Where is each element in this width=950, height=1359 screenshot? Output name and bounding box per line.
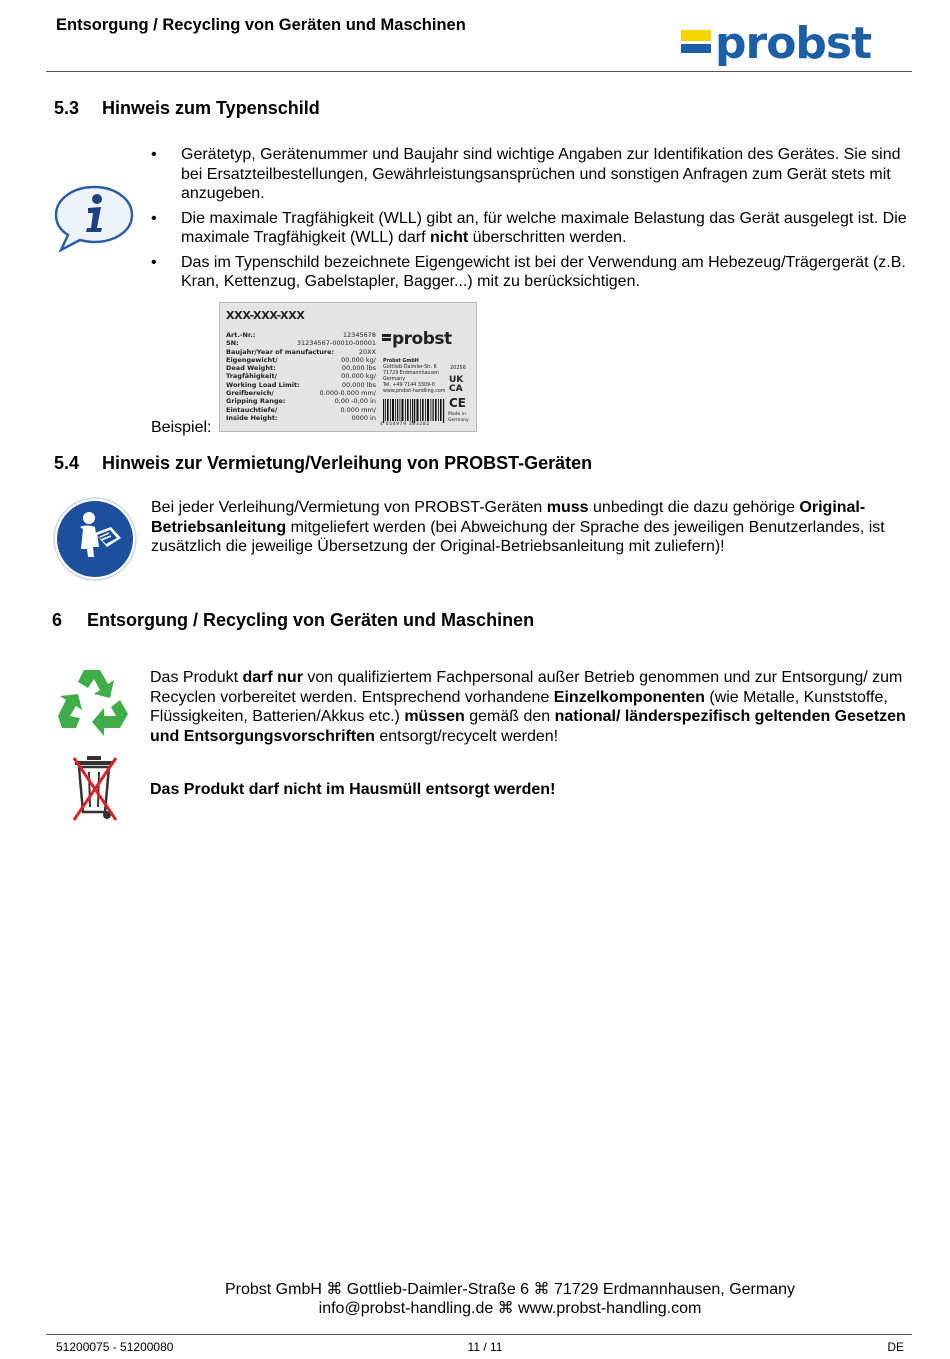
made-in-label: Made in Germany xyxy=(448,412,469,423)
footer-address: Probst GmbH ⌘ Gottlieb-Daimler-Straße 6 ⌘ 71729 Erdmannhausen, Germany xyxy=(224,1281,795,1298)
barcode-icon xyxy=(383,399,445,423)
section-6-text: Das Produkt darf nur von qualifiziertem Fachpersonal außer Betrieb genommen und zur Entsorgung/ zum Recyclen vorbereitet werden. Entsprechend vorhandene Einzelkomponenten (wie Metalle, Kunststoffe, Flüssigkeiten, Batterien/Akkus etc.) müssen gemäß den national/ länderspezifisch geltenden Gesetzen und Entsorgungsvorschriften entsorgt/recycelt werden! xyxy=(150,669,906,745)
logo-text: probst xyxy=(715,20,872,66)
info-icon xyxy=(53,184,135,257)
header-rule xyxy=(46,71,912,72)
plate-row: Baujahr/Year of manufacture: 20XX xyxy=(226,347,376,356)
section-title: Hinweis zum Typenschild xyxy=(102,98,320,118)
section-number: 5.3 xyxy=(54,98,80,118)
plate-part-number: XXX-XXX-XXX xyxy=(226,309,305,322)
logo-blue-bar xyxy=(681,44,711,53)
read-manual-icon xyxy=(53,497,137,586)
bullet-text: Die maximale Tragfähigkeit (WLL) gibt an, für welche maximale Belastung das Gerät ausgelegt ist. Die maximale Tragfähigkeit (WLL) darf xyxy=(181,209,907,246)
plate-row: Eigengewicht/ 00.000 kg/ xyxy=(226,355,376,364)
plate-brand: probst xyxy=(382,329,452,349)
barcode-number: 4 054979 383282 xyxy=(380,422,430,427)
section-title: Hinweis zur Vermietung/Verleihung von PROBST-Geräten xyxy=(102,453,593,473)
section-title: Entsorgung / Recycling von Geräten und Maschinen xyxy=(87,610,535,630)
probst-logo-graphic xyxy=(681,20,905,66)
plate-row: Inside Height: 0000 in xyxy=(226,413,376,422)
section-5-3-heading xyxy=(54,98,320,119)
section-number: 6 xyxy=(52,610,63,630)
example-label: Beispiel: xyxy=(151,419,212,436)
plate-row: Gripping Range: 0,00 -0,00 in xyxy=(226,397,376,406)
bullet-bold: nicht xyxy=(429,229,469,246)
ukca-mark: UK CA xyxy=(449,375,464,394)
page-number: 11 / 11 xyxy=(467,1340,503,1354)
bullet-text: überschritten werden. xyxy=(468,229,627,246)
bullet-item xyxy=(151,145,916,204)
recycle-icon xyxy=(56,666,132,743)
footer-contact: info@probst-handling.de ⌘ www.probst-handling.com xyxy=(318,1300,702,1317)
doc-numbers: 51200075 - 51200080 xyxy=(56,1340,174,1354)
plate-rows xyxy=(226,331,376,422)
crossed-bin-icon xyxy=(70,754,120,829)
plate-year-code: 20256 xyxy=(450,365,466,371)
footer-rule xyxy=(46,1334,912,1335)
language-code: DE xyxy=(887,1340,904,1354)
plate-row: SN: 31234567-00010-00001 xyxy=(226,339,376,348)
probst-logo xyxy=(681,20,905,71)
plate-row: Greifbereich/ 0.000-0.000 mm/ xyxy=(226,389,376,398)
type-plate-image xyxy=(219,302,477,432)
logo-yellow-bar xyxy=(681,30,711,41)
plate-row: Working Load Limit: 00,000 lbs xyxy=(226,380,376,389)
bullet-text: Das im Typenschild bezeichnete Eigengewicht ist bei der Verwendung am Hebezeug/Trägergerät (z.B. Kran, Kettenzug, Gabelstapler, Bagger...) mit zu berücksichtigen. xyxy=(181,253,906,290)
section-5-3-bullets xyxy=(151,145,916,297)
bullet-text: Gerätetyp, Gerätenummer und Baujahr sind wichtige Angaben zur Identifikation des Gerätes. Sie sind bei Ersatzteilbestellungen, Gewährleistungsansprüchen und sonstigen Anfragen zum Gerät stets mit anzugeben. xyxy=(181,146,901,202)
section-5-4-heading xyxy=(54,453,592,474)
plate-address: Probst GmbH Gottlieb-Daimler-Str. 6 71729 Erdmannhausen Germany Tel. +49 7144 3309-0 www.probst-handling.com xyxy=(383,359,446,394)
plate-row: Art.-Nr.: 12345678 xyxy=(226,331,376,339)
section-6-heading xyxy=(52,610,534,631)
plate-row: Eintauchtiefe/ 0.000 mm/ xyxy=(226,405,376,414)
section-number: 5.4 xyxy=(54,453,80,473)
disposal-warning: Das Produkt darf nicht im Hausmüll entsorgt werden! xyxy=(150,781,556,798)
bullet-item xyxy=(151,253,916,292)
ce-mark: CE xyxy=(449,396,467,410)
bullet-item xyxy=(151,209,916,248)
plate-row: Tragfähigkeit/ 00.000 kg/ xyxy=(226,372,376,381)
header-title: Entsorgung / Recycling von Geräten und Maschinen xyxy=(56,16,466,34)
section-5-4-text: Bei jeder Verleihung/Vermietung von PROBST-Geräten muss unbedingt die dazu gehörige Original-Betriebsanleitung mitgeliefert werden (bei Abweichung der Sprache des jeweiligen Benutzerlandes, ist zusätzlich die jeweilige Übersetzung der Original-Betriebsanleitung mit zuliefern)! xyxy=(151,499,885,555)
plate-row: Dead Weight: 00,000 lbs xyxy=(226,364,376,373)
